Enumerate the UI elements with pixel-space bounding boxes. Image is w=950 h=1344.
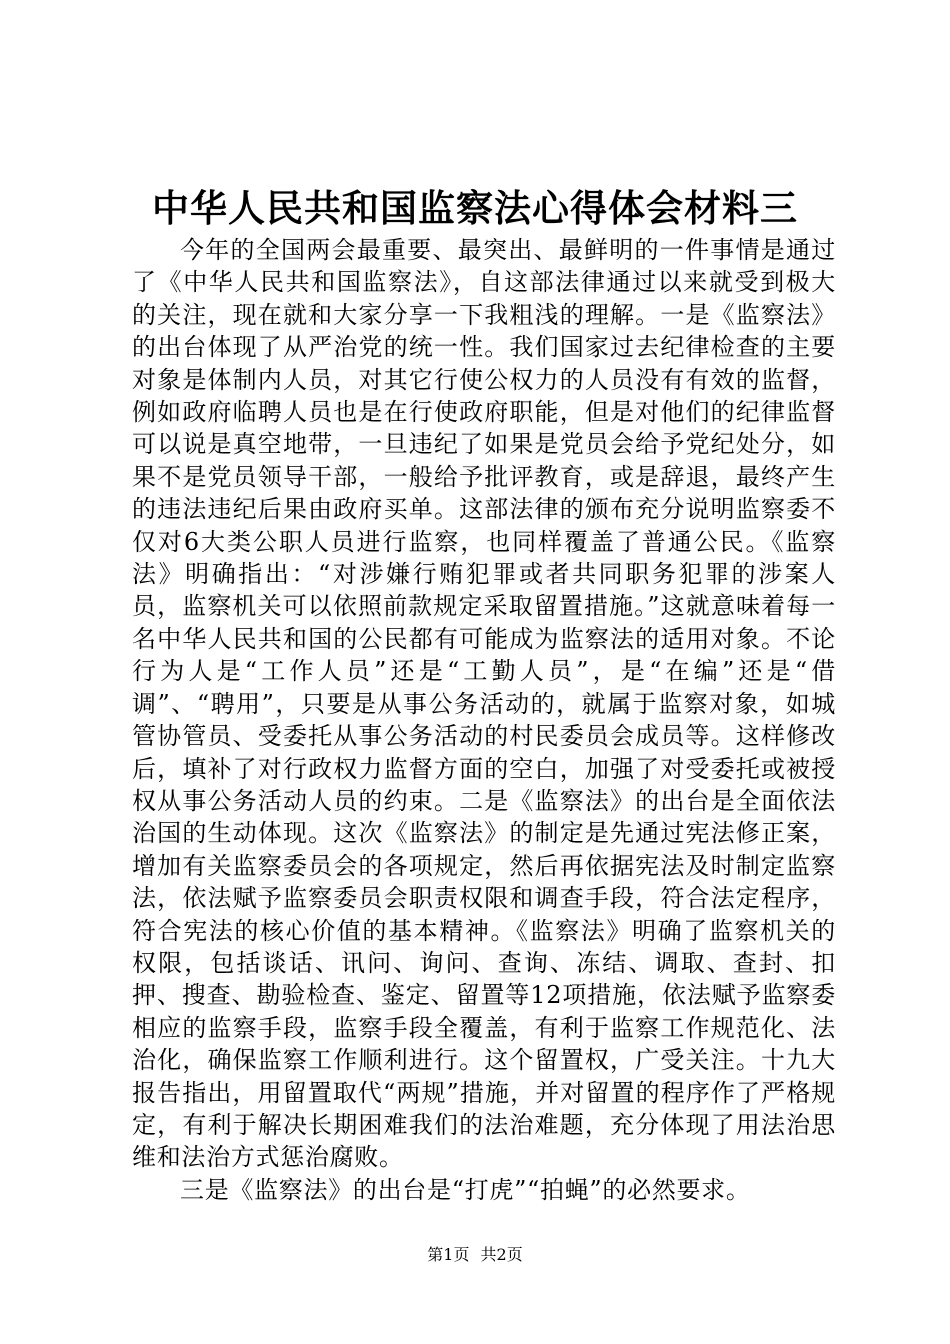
page-total: 共2页 [480,1245,523,1264]
page-number: 第1页 [427,1245,470,1264]
document-body [132,234,836,1206]
document-title: 中华人民共和国监察法心得体会材料三 [152,186,798,230]
paragraph-1: 今年的全国两会最重要、最突出、最鲜明的一件事情是通过了《中华人民共和国监察法》，自这部法律通过以来就受到极大的关注，现在就和大家分享一下我粗浅的理解。一是《监察法》的出台体现了从严治党的统一性。我们国家过去纪律检查的主要对象是体制内人员，对其它行使公权力的人员没有有效的监督，例如政府临聘人员也是在行使政府职能，但是对他们的纪律监督可以说是真空地带，一旦违纪了如果是党员会给予党纪处分，如果不是党员领导干部，一般给予批评教育，或是辞退，最终产生的违法违纪后果由政府买单。这部法律的颁布充分说明监察委不仅对6大类公职人员进行监察，也同样覆盖了普通公民。《监察法》明确指出：“对涉嫌行贿犯罪或者共同职务犯罪的涉案人员，监察机关可以依照前款规定采取留置措施。”这就意味着每一名中华人民共和国的公民都有可能成为监察法的适用对象。不论行为人是“工作人员”还是“工勤人员”，是“在编”还是“借调”、“聘用”，只要是从事公务活动的，就属于监察对象，如城管协管员、受委托从事公务活动的村民委员会成员等。这样修改后，填补了对行政权力监督方面的空白，加强了对受委托或被授权从事公务活动人员的约束。二是《监察法》的出台是全面依法治国的生动体现。这次《监察法》的制定是先通过宪法修正案，增加有关监察委员会的各项规定，然后再依据宪法及时制定监察法，依法赋予监察委员会职责权限和调查手段，符合法定程序，符合宪法的核心价值的基本精神。《监察法》明确了监察机关的权限，包括谈话、讯问、询问、查询、冻结、调取、查封、扣押、搜查、勘验检查、鉴定、留置等12项措施，依法赋予监察委相应的监察手段，监察手段全覆盖，有利于监察工作规范化、法治化，确保监察工作顺利进行。这个留置权，广受关注。十九大报告指出，用留置取代“两规”措施，并对留置的程序作了严格规定，有利于解决长期困难我们的法治难题，充分体现了用法治思维和法治方式惩治腐败。 [132,236,836,1172]
page-footer [0,1244,950,1266]
paragraph-2: 三是《监察法》的出台是“打虎”“拍蝇”的必然要求。 [180,1175,751,1204]
